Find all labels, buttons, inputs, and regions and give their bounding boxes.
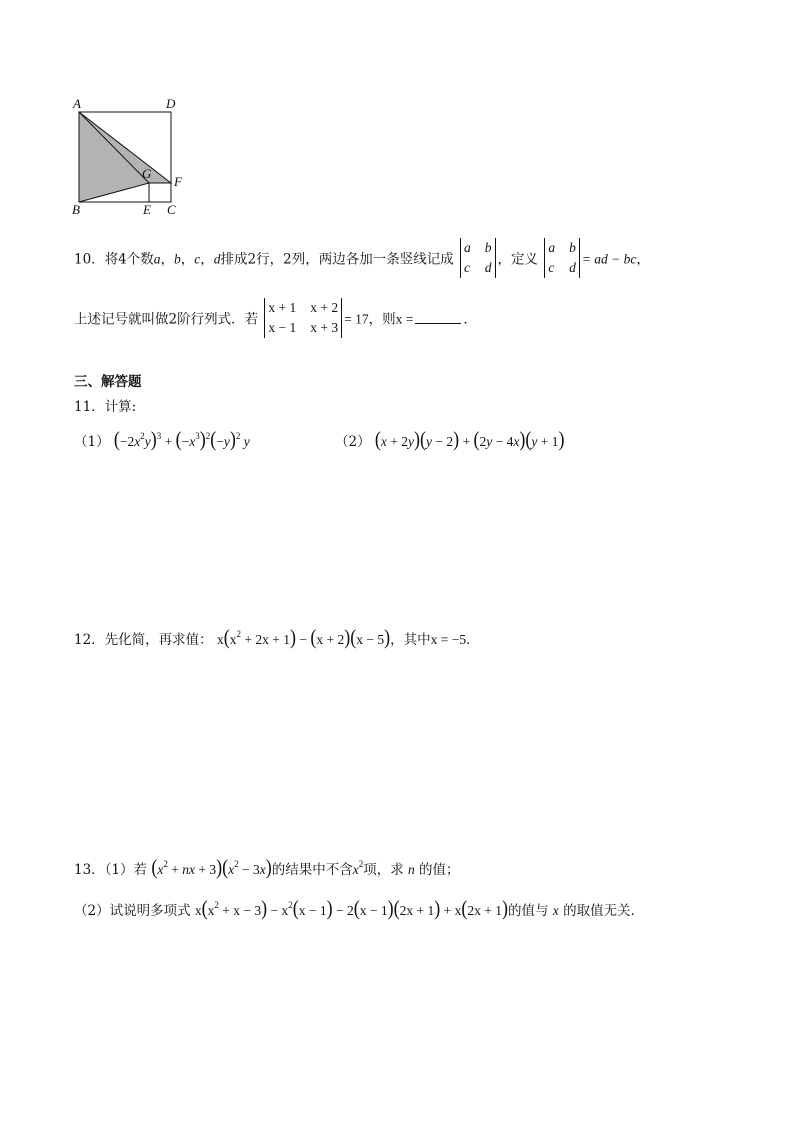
q11-title: 计算: — [104, 399, 137, 415]
q10-text2: 排成2行，2列，两边各加一条竖线记成 — [220, 251, 454, 268]
q12-text-a: 先化简，再求值： — [104, 632, 213, 648]
q13-var-n: n — [408, 862, 415, 877]
label-e: E — [143, 202, 151, 217]
q10-line1 — [74, 240, 650, 280]
q13-var-x: x — [552, 903, 559, 918]
q13-part1-text2: 项，求 — [363, 862, 404, 878]
q11-number: 11． — [74, 399, 105, 415]
label-a: A — [73, 96, 81, 111]
q13-x2-term: $x^2$ — [352, 859, 364, 877]
q13-part2-text: 的值与 — [508, 903, 549, 919]
small-square-efgc — [149, 183, 171, 202]
q10-end: ， — [636, 251, 650, 268]
q11-heading — [74, 395, 136, 415]
q10-var-d: d — [213, 251, 221, 267]
q10-sep: ， — [200, 251, 214, 268]
q10-rhs: = ad − bc — [581, 251, 637, 267]
q13-part2-label: （2）试说明多项式 — [74, 903, 191, 919]
q11-part1 — [74, 426, 250, 451]
q10-x-eq: x = — [395, 311, 414, 327]
det-cell-22: x + 3 — [310, 320, 339, 335]
q10-eq-val: = 17 — [344, 311, 369, 327]
det-cell-b: b — [484, 240, 492, 255]
q13-part2 — [74, 895, 645, 920]
det-cell-c: c — [464, 260, 471, 275]
q10-var-b: b — [174, 251, 181, 267]
q13-number: 13． — [74, 862, 105, 878]
geometry-figure — [70, 96, 200, 221]
det-cell-11: x + 1 — [268, 300, 297, 315]
square-diagram — [70, 96, 200, 221]
label-b: B — [72, 202, 80, 217]
det-cell-d: d — [484, 260, 492, 275]
q10-text3: ，定义 — [497, 251, 539, 268]
q10-sep: ， — [160, 251, 175, 268]
det-cell-d: d — [569, 260, 576, 275]
det-cell-a: a — [464, 240, 471, 255]
q10-var-c: c — [194, 251, 201, 267]
q10-determinant-definition — [544, 238, 580, 278]
q12-line — [74, 624, 480, 649]
q10-text1: 将4个数 — [104, 251, 154, 268]
q10-determinant-notation — [460, 238, 496, 278]
q13-part2-end: 的取值无关． — [563, 903, 645, 919]
q11-part2 — [335, 426, 565, 451]
det-cell-c: c — [548, 260, 555, 275]
q12-number: 12． — [74, 632, 105, 648]
q13-part1-end: 的值； — [419, 862, 460, 878]
section-title: 三、解答题 — [74, 374, 142, 390]
det-cell-b: b — [569, 240, 576, 255]
q13-part1-expression: ($x^2$ + nx + $3)(x^2 - 3x)$ — [151, 854, 272, 879]
q12-text-b: ，其中 — [390, 632, 431, 648]
q13-part1-label: （1）若 — [104, 862, 148, 878]
label-c: C — [167, 202, 176, 217]
q12-expression: $x(x^2 + 2x + 1) - (x + 2)(x - 5)$ — [216, 624, 391, 649]
q13-part1-text: 的结果中不含 — [271, 862, 353, 878]
q11-part1-label: （1） — [74, 434, 110, 450]
q10-line2 — [74, 300, 477, 340]
label-d: D — [166, 96, 176, 111]
q13-part2-expression: $x(x^2 + x - 3) - x^2(x - 1) - 2(x - 1)(2x + 1) + x(2x + 1)$ — [194, 895, 508, 920]
q10-number: 10． — [74, 251, 105, 268]
label-g: G — [142, 166, 152, 181]
q12-condition: x = −5 — [430, 632, 467, 647]
q11-part2-label: （2） — [335, 434, 371, 450]
q10-answer-blank[interactable] — [415, 309, 461, 324]
det-cell-21: x − 1 — [268, 320, 297, 335]
q11-part1-expression: $(-2x^2y)^3 + (-x^3)^2(-y)^2$ y — [113, 426, 250, 451]
q12-period: ． — [466, 632, 480, 648]
q10-var-a: a — [153, 251, 161, 267]
q13-part1 — [74, 854, 460, 879]
q10-text4: 上述记号就叫做2阶行列式．若 — [74, 311, 259, 328]
det-cell-a: a — [548, 240, 556, 255]
q10-period: ． — [463, 311, 477, 328]
det-cell-12: x + 2 — [310, 300, 339, 315]
q10-determinant-x — [264, 298, 342, 338]
q10-text5: ，则 — [368, 311, 396, 328]
label-f: F — [174, 174, 182, 189]
q10-sep: ， — [180, 251, 195, 268]
q11-part2-expression: (x + 2y)(y − 2) + (2y − 4x)(y + 1) — [374, 426, 565, 451]
